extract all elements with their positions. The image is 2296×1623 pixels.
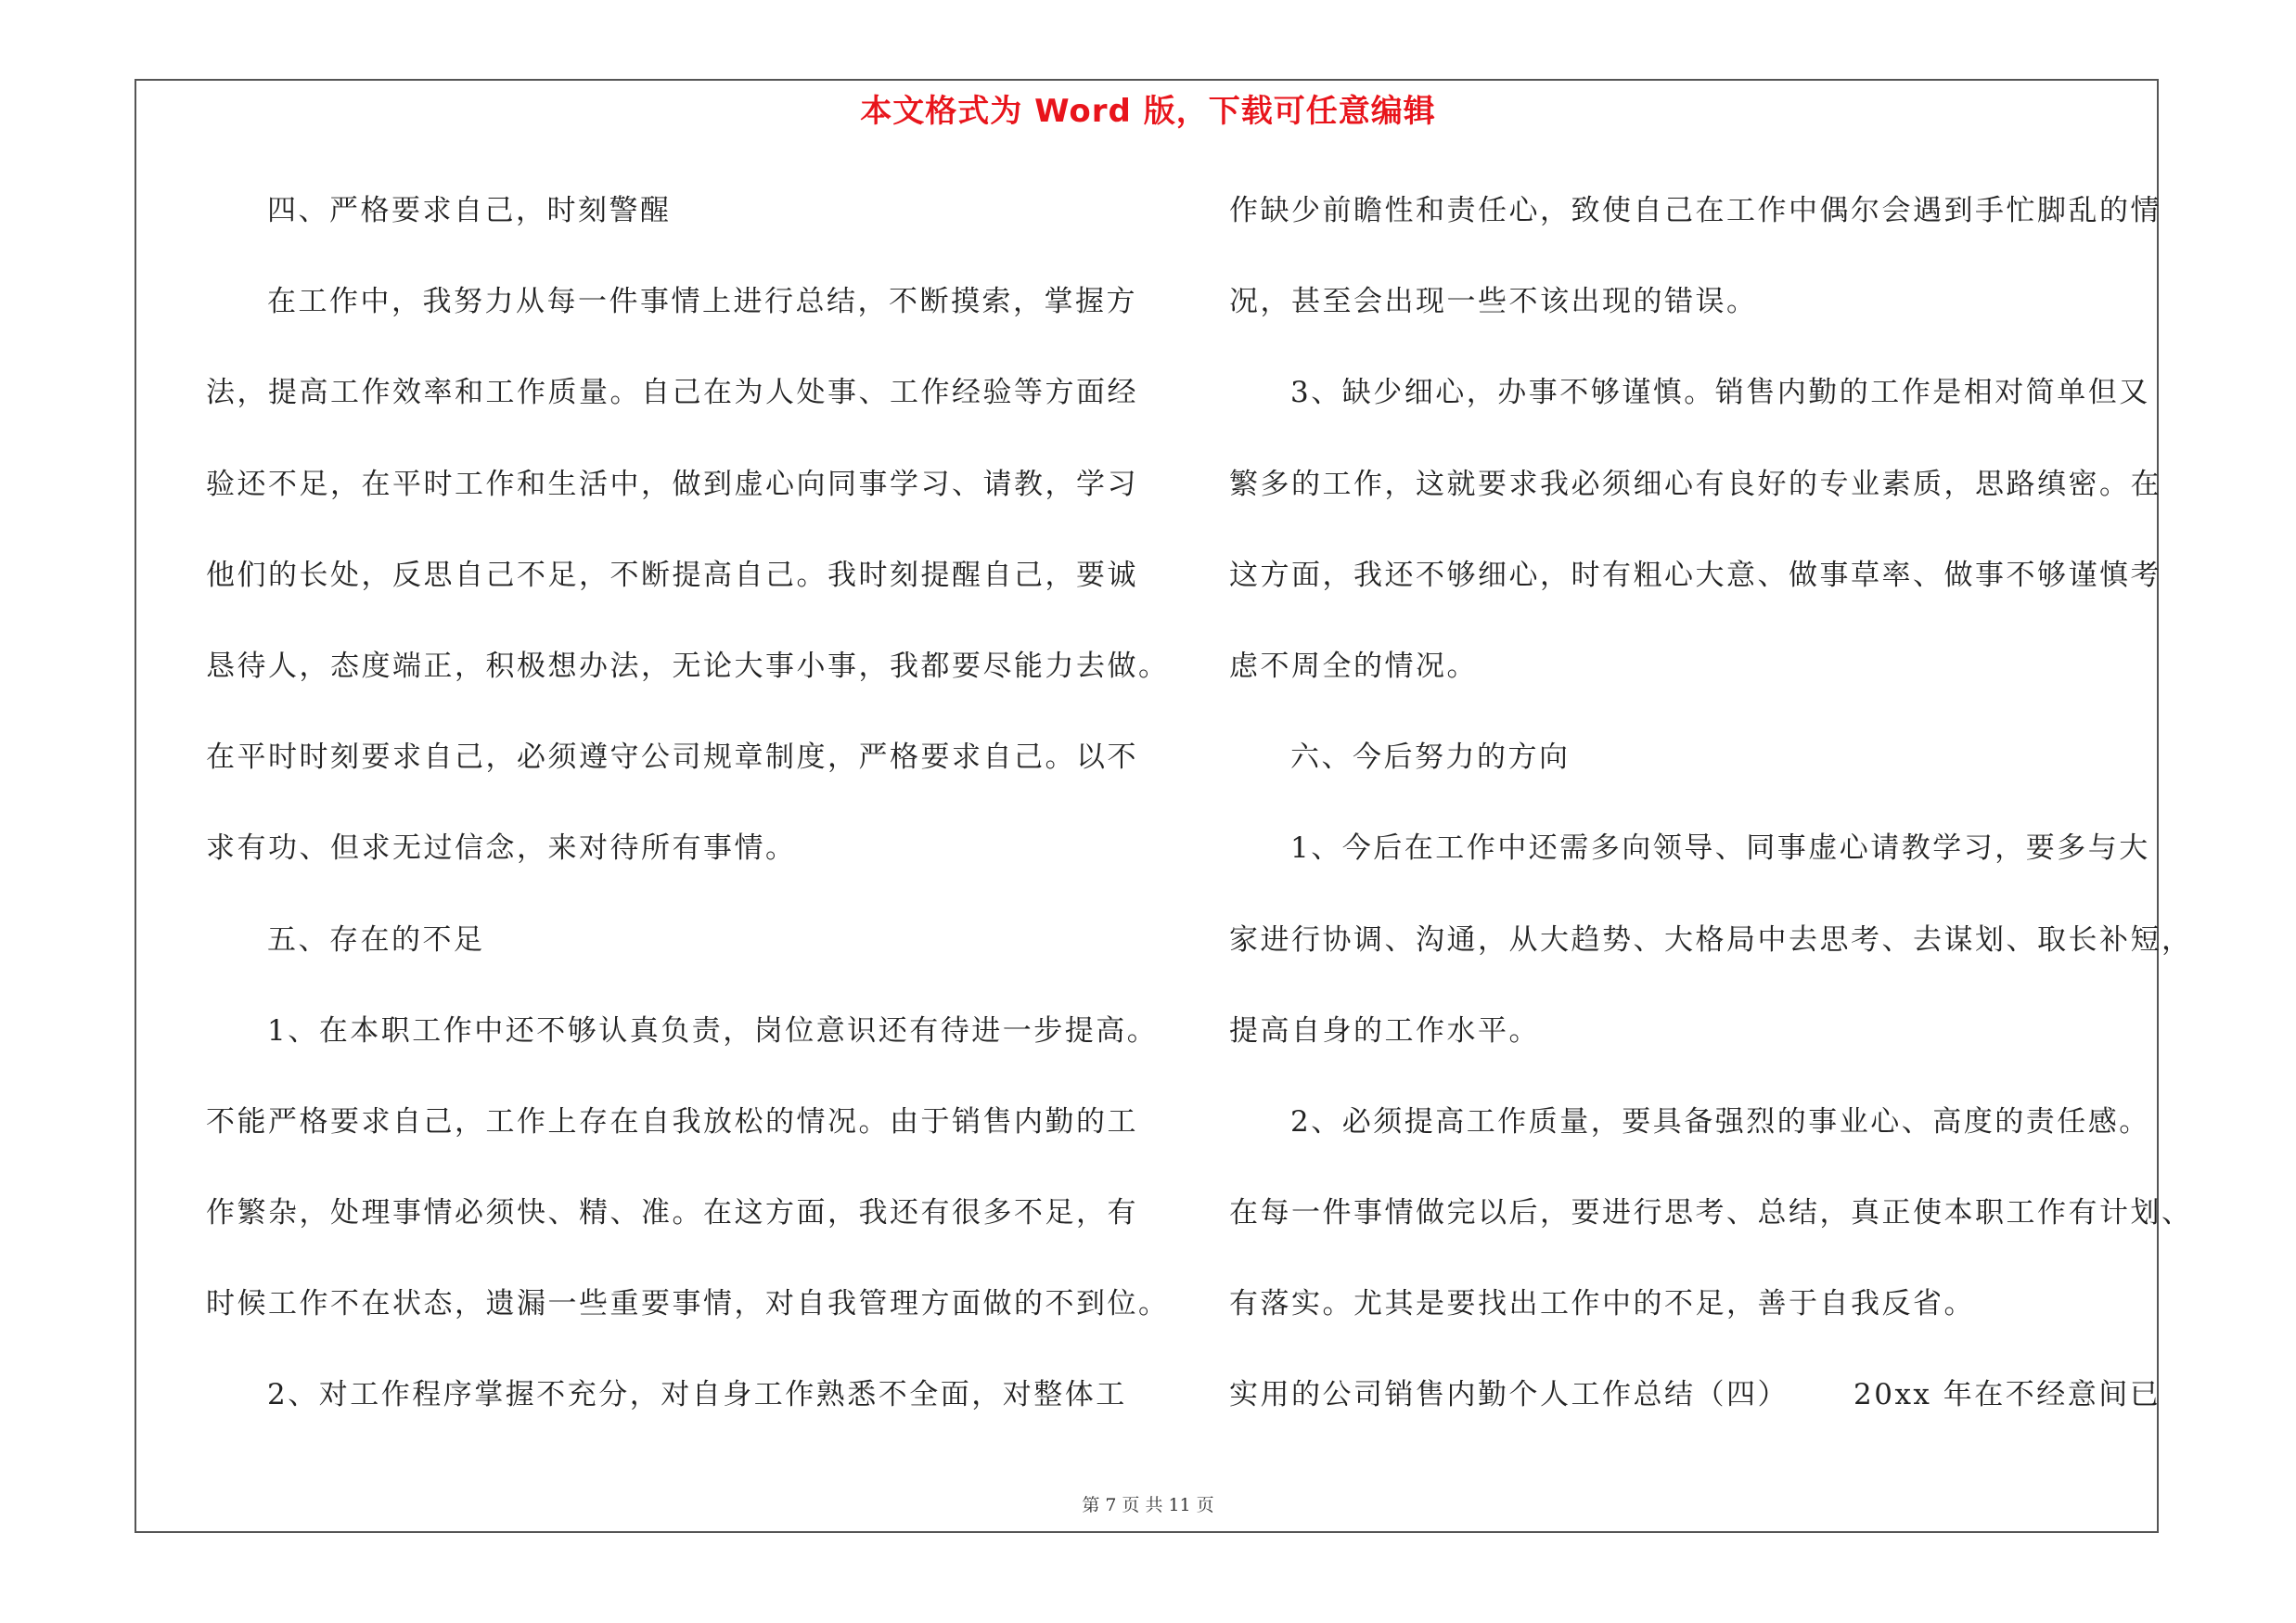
text-line: 六、今后努力的方向 — [1290, 741, 1571, 775]
text-line: 作繁杂，处理事情必须快、精、准。在这方面，我还有很多不足，有 — [206, 1196, 1138, 1230]
text-line: 在每一件事情做完以后，要进行思考、总结，真正使本职工作有计划、 — [1229, 1196, 2193, 1230]
text-line: 五、存在的不足 — [267, 922, 485, 957]
text-line: 四、严格要求自己，时刻警醒 — [267, 194, 672, 227]
text-line: 繁多的工作，这就要求我必须细心有良好的专业素质，思路缜密。在 — [1229, 467, 2161, 501]
footer-total-pages: 11 — [1168, 1495, 1191, 1515]
text-line: 家进行协调、沟通，从大趋势、大格局中去思考、去谋划、取长补短， — [1229, 922, 2193, 957]
next-section-title: 实用的公司销售内勤个人工作总结（四） — [1229, 1378, 1789, 1412]
next-section-start: 20xx 年在不经意间已 — [1853, 1378, 2161, 1412]
footer-current-page: 7 — [1105, 1495, 1117, 1515]
next-section-line — [1229, 1365, 2161, 1456]
left-text-column — [206, 181, 1170, 1457]
text-line: 1、在本职工作中还不够认真负责，岗位意识还有待进一步提高。 — [267, 1013, 1159, 1048]
text-line: 不能严格要求自己，工作上存在自我放松的情况。由于销售内勤的工 — [206, 1104, 1138, 1139]
text-line: 况，甚至会出现一些不该出现的错误。 — [1229, 285, 1758, 319]
text-line: 1、今后在工作中还需多向领导、同事虚心请教学习，要多与大 — [1290, 831, 2150, 866]
text-line: 3、缺少细心，办事不够谨慎。销售内勤的工作是相对简单但又 — [1290, 376, 2150, 410]
text-line: 这方面，我还不够细心，时有粗心大意、做事草率、做事不够谨慎考 — [1229, 558, 2161, 592]
text-line: 验还不足，在平时工作和生活中，做到虚心向同事学习、请教，学习 — [206, 467, 1138, 501]
text-line: 时候工作不在状态，遗漏一些重要事情，对自我管理方面做的不到位。 — [206, 1287, 1170, 1321]
text-line: 恳待人，态度端正，积极想办法，无论大事小事，我都要尽能力去做。 — [206, 649, 1170, 683]
text-line: 虑不周全的情况。 — [1229, 649, 1478, 683]
text-line: 2、对工作程序掌握不充分，对自身工作熟悉不全面，对整体工 — [267, 1378, 1127, 1412]
text-line: 作缺少前瞻性和责任心，致使自己在工作中偶尔会遇到手忙脚乱的情 — [1229, 194, 2161, 227]
text-line: 在工作中，我努力从每一件事情上进行总结，不断摸索，掌握方 — [267, 285, 1137, 319]
page-number-footer — [0, 1491, 2296, 1516]
text-line: 有落实。尤其是要找出工作中的不足，善于自我反省。 — [1229, 1287, 1975, 1321]
text-line: 求有功、但求无过信念，来对待所有事情。 — [206, 831, 797, 866]
footer-suffix: 页 — [1196, 1495, 1214, 1515]
right-text-column — [1229, 181, 2193, 1457]
text-line: 他们的长处，反思自己不足，不断提高自己。我时刻提醒自己，要诚 — [206, 558, 1138, 592]
text-line: 2、必须提高工作质量，要具备强烈的事业心、高度的责任感。 — [1290, 1104, 2150, 1139]
footer-prefix: 第 — [1082, 1495, 1100, 1515]
footer-middle: 页 共 — [1122, 1495, 1163, 1515]
text-line: 在平时时刻要求自己，必须遵守公司规章制度，严格要求自己。以不 — [206, 741, 1138, 775]
format-notice-banner: 本文格式为 Word 版，下载可任意编辑 — [860, 93, 1436, 130]
text-line: 提高自身的工作水平。 — [1229, 1013, 1540, 1048]
text-line: 法，提高工作效率和工作质量。自己在为人处事、工作经验等方面经 — [206, 376, 1138, 410]
